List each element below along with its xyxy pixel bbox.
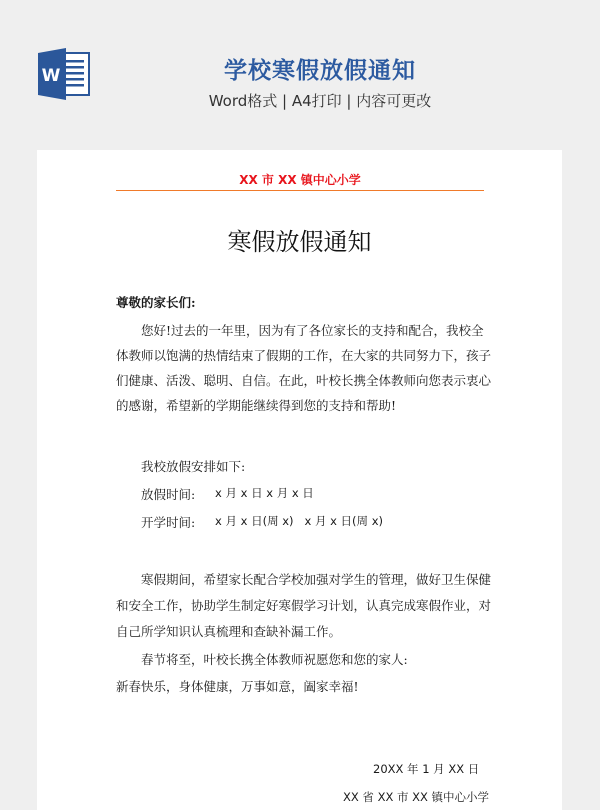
word-document-icon — [36, 48, 92, 100]
paragraph1-line: 的感谢，希望新的学期能继续得到您的支持和帮助! — [116, 398, 397, 413]
holiday-value: x 月 x 日 x 月 x 日 — [215, 486, 314, 500]
paragraph2-line: 自己所学知识认真梳理和查缺补漏工作。 — [116, 624, 342, 639]
school-start-label: 开学时间: — [141, 515, 196, 530]
holiday-label: 放假时间: — [141, 487, 196, 502]
paragraph2-line: 寒假期间，希望家长配合学校加强对学生的管理，做好卫生保健 — [141, 572, 492, 587]
banner — [0, 0, 600, 150]
paragraph1-line: 您好!过去的一年里，因为有了各位家长的支持和配合，我校全 — [141, 323, 484, 338]
document-page — [37, 150, 562, 810]
schedule-intro: 我校放假安排如下: — [141, 459, 246, 474]
paragraph2-line: 和安全工作，协助学生制定好寒假学习计划，认真完成寒假作业，对 — [116, 598, 492, 613]
school-header: XX 市 XX 镇中心小学 — [239, 173, 361, 187]
banner-subtitle: Word格式 | A4打印 | 内容可更改 — [208, 92, 432, 110]
paragraph1-line: 们健康、活泼、聪明、自信。在此，叶校长携全体教师向您表示衷心 — [116, 373, 492, 388]
paragraph3: 春节将至，叶校长携全体教师祝愿您和您的家人: — [141, 652, 408, 667]
school-start-value: x 月 x 日(周 x) x 月 x 日(周 x) — [215, 514, 383, 528]
document-title: 寒假放假通知 — [227, 228, 372, 256]
salutation: 尊敬的家长们: — [116, 295, 196, 310]
paragraph1-line: 体教师以饱满的热情结束了假期的工作，在大家的共同努力下，孩子 — [116, 348, 492, 363]
wishes: 新春快乐，身体健康，万事如意，阖家幸福! — [116, 679, 359, 694]
header-divider — [116, 190, 484, 191]
document-date: 20XX 年 1 月 XX 日 — [373, 762, 480, 776]
svg-text:W: W — [41, 66, 61, 86]
banner-title: 学校寒假放假通知 — [224, 58, 416, 84]
signature: XX 省 XX 市 XX 镇中心小学 — [343, 790, 490, 804]
